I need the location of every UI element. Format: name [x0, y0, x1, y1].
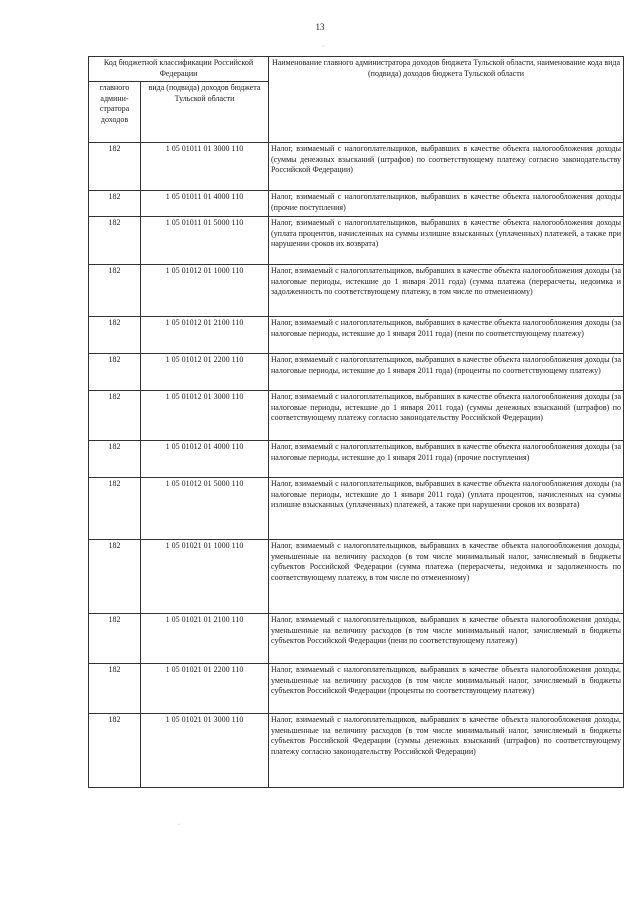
admin-code-cell: 182 [89, 391, 141, 441]
table-row [89, 354, 624, 391]
income-name-cell: Налог, взимаемый с налогоплательщиков, выбравших в качестве объекта налогообложения доходы, уменьшенные на величину расходов (в том числе минимальный налог, зачисляемый в бюджеты субъектов Российской Федерации (суммы денежных взысканий (штрафов) по соответствующему платежу согласно законодательству Российской Федерации) [269, 714, 624, 788]
income-name-cell: Налог, взимаемый с налогоплательщиков, выбравших в качестве объекта налогообложения доходы (суммы денежных взысканий (штрафов) по соответствующему платежу согласно законодательству Российской Федерации) [269, 143, 624, 191]
admin-code-cell: 182 [89, 317, 141, 354]
income-name-cell: Налог, взимаемый с налогоплательщиков, выбравших в качестве объекта налогообложения доходы, уменьшенные на величину расходов (в том числе минимальный налог, зачисляемый в бюджеты субъектов Российской Федерации (пени по соответствующему платежу) [269, 614, 624, 664]
admin-code-cell: 182 [89, 478, 141, 540]
table-row [89, 217, 624, 265]
income-code-cell: 1 05 01021 01 1000 110 [141, 540, 269, 614]
admin-code-cell: 182 [89, 354, 141, 391]
table-row [89, 265, 624, 317]
income-code-cell: 1 05 01012 01 2200 110 [141, 354, 269, 391]
income-name-cell: Налог, взимаемый с налогоплательщиков, выбравших в качестве объекта налогообложения доходы (за налоговые периоды, истекшие до 1 января 2011 года) (уплата процентов, начисленных на суммы излишне взысканных (уплаченных) платежей, а также при нарушении сроков их возврата) [269, 478, 624, 540]
admin-code-cell: 182 [89, 143, 141, 191]
header-admin-column: главного админи-стратора доходов [89, 82, 141, 143]
income-code-cell: 1 05 01021 01 2200 110 [141, 664, 269, 714]
income-code-cell: 1 05 01012 01 4000 110 [141, 441, 269, 478]
header-name-column: Наименование главного администратора доходов бюджета Тульской области, наименование кода вида (подвида) доходов бюджета Тульской области [269, 57, 624, 143]
scan-speck: · [322, 44, 324, 50]
header-row-top [89, 57, 624, 82]
income-code-cell: 1 05 01012 01 1000 110 [141, 265, 269, 317]
table-row [89, 614, 624, 664]
admin-code-cell: 182 [89, 664, 141, 714]
table-row [89, 317, 624, 354]
table-row [89, 143, 624, 191]
income-code-cell: 1 05 01012 01 5000 110 [141, 478, 269, 540]
income-name-cell: Налог, взимаемый с налогоплательщиков, выбравших в качестве объекта налогообложения доходы (за налоговые периоды, истекшие до 1 января 2011 года) (суммы денежных взысканий (штрафов) по соответствующему платежу согласно законодательству Российской Федерации) [269, 391, 624, 441]
income-code-cell: 1 05 01021 01 2100 110 [141, 614, 269, 664]
table-row [89, 191, 624, 217]
income-name-cell: Налог, взимаемый с налогоплательщиков, выбравших в качестве объекта налогообложения доходы (за налоговые периоды, истекшие до 1 января 2011 года) (прочие поступления) [269, 441, 624, 478]
header-code-column: вида (подвида) доходов бюджета Тульской области [141, 82, 269, 143]
table-row [89, 664, 624, 714]
admin-code-cell: 182 [89, 441, 141, 478]
budget-classification-table [88, 56, 624, 788]
admin-code-cell: 182 [89, 614, 141, 664]
header-code-group: Код бюджетной классификации Российской Федерации [89, 57, 269, 82]
page-number: 13 [315, 22, 325, 32]
income-code-cell: 1 05 01021 01 3000 110 [141, 714, 269, 788]
admin-code-cell: 182 [89, 265, 141, 317]
table-row [89, 441, 624, 478]
table-row [89, 540, 624, 614]
income-name-cell: Налог, взимаемый с налогоплательщиков, выбравших в качестве объекта налогообложения доходы, уменьшенные на величину расходов (в том числе минимальный налог, зачисляемый в бюджеты субъектов Российской Федерации (сумма платежа (перерасчеты, недоимка и задолженность по соответствующему платежу, в том числе по отмененному) [269, 540, 624, 614]
table-row [89, 478, 624, 540]
income-code-cell: 1 05 01012 01 2100 110 [141, 317, 269, 354]
income-code-cell: 1 05 01012 01 3000 110 [141, 391, 269, 441]
admin-code-cell: 182 [89, 217, 141, 265]
income-name-cell: Налог, взимаемый с налогоплательщиков, выбравших в качестве объекта налогообложения доходы (за налоговые периоды, истекшие до 1 января 2011 года) (пени по соответствующему платежу) [269, 317, 624, 354]
income-code-cell: 1 05 01011 01 4000 110 [141, 191, 269, 217]
income-name-cell: Налог, взимаемый с налогоплательщиков, выбравших в качестве объекта налогообложения доходы (прочие поступления) [269, 191, 624, 217]
income-name-cell: Налог, взимаемый с налогоплательщиков, выбравших в качестве объекта налогообложения доходы (за налоговые периоды, истекшие до 1 января 2011 года) (сумма платежа (перерасчеты, недоимка и задолженность по соответствующему платежу, в том числе по отмененному) [269, 265, 624, 317]
admin-code-cell: 182 [89, 714, 141, 788]
income-code-cell: 1 05 01011 01 5000 110 [141, 217, 269, 265]
table-row [89, 391, 624, 441]
scan-speck: · [178, 822, 180, 828]
admin-code-cell: 182 [89, 540, 141, 614]
income-name-cell: Налог, взимаемый с налогоплательщиков, выбравших в качестве объекта налогообложения доходы, уменьшенные на величину расходов (в том числе минимальный налог, зачисляемый в бюджеты субъектов Российской Федерации (проценты по соответствующему платежу) [269, 664, 624, 714]
table-row [89, 714, 624, 788]
income-name-cell: Налог, взимаемый с налогоплательщиков, выбравших в качестве объекта налогообложения доходы (за налоговые периоды, истекшие до 1 января 2011 года) (проценты по соответствующему платежу) [269, 354, 624, 391]
income-name-cell: Налог, взимаемый с налогоплательщиков, выбравших в качестве объекта налогообложения доходы (уплата процентов, начисленных на суммы излишне взысканных (уплаченных) платежей, а также при нарушении сроков их возврата) [269, 217, 624, 265]
income-code-cell: 1 05 01011 01 3000 110 [141, 143, 269, 191]
admin-code-cell: 182 [89, 191, 141, 217]
